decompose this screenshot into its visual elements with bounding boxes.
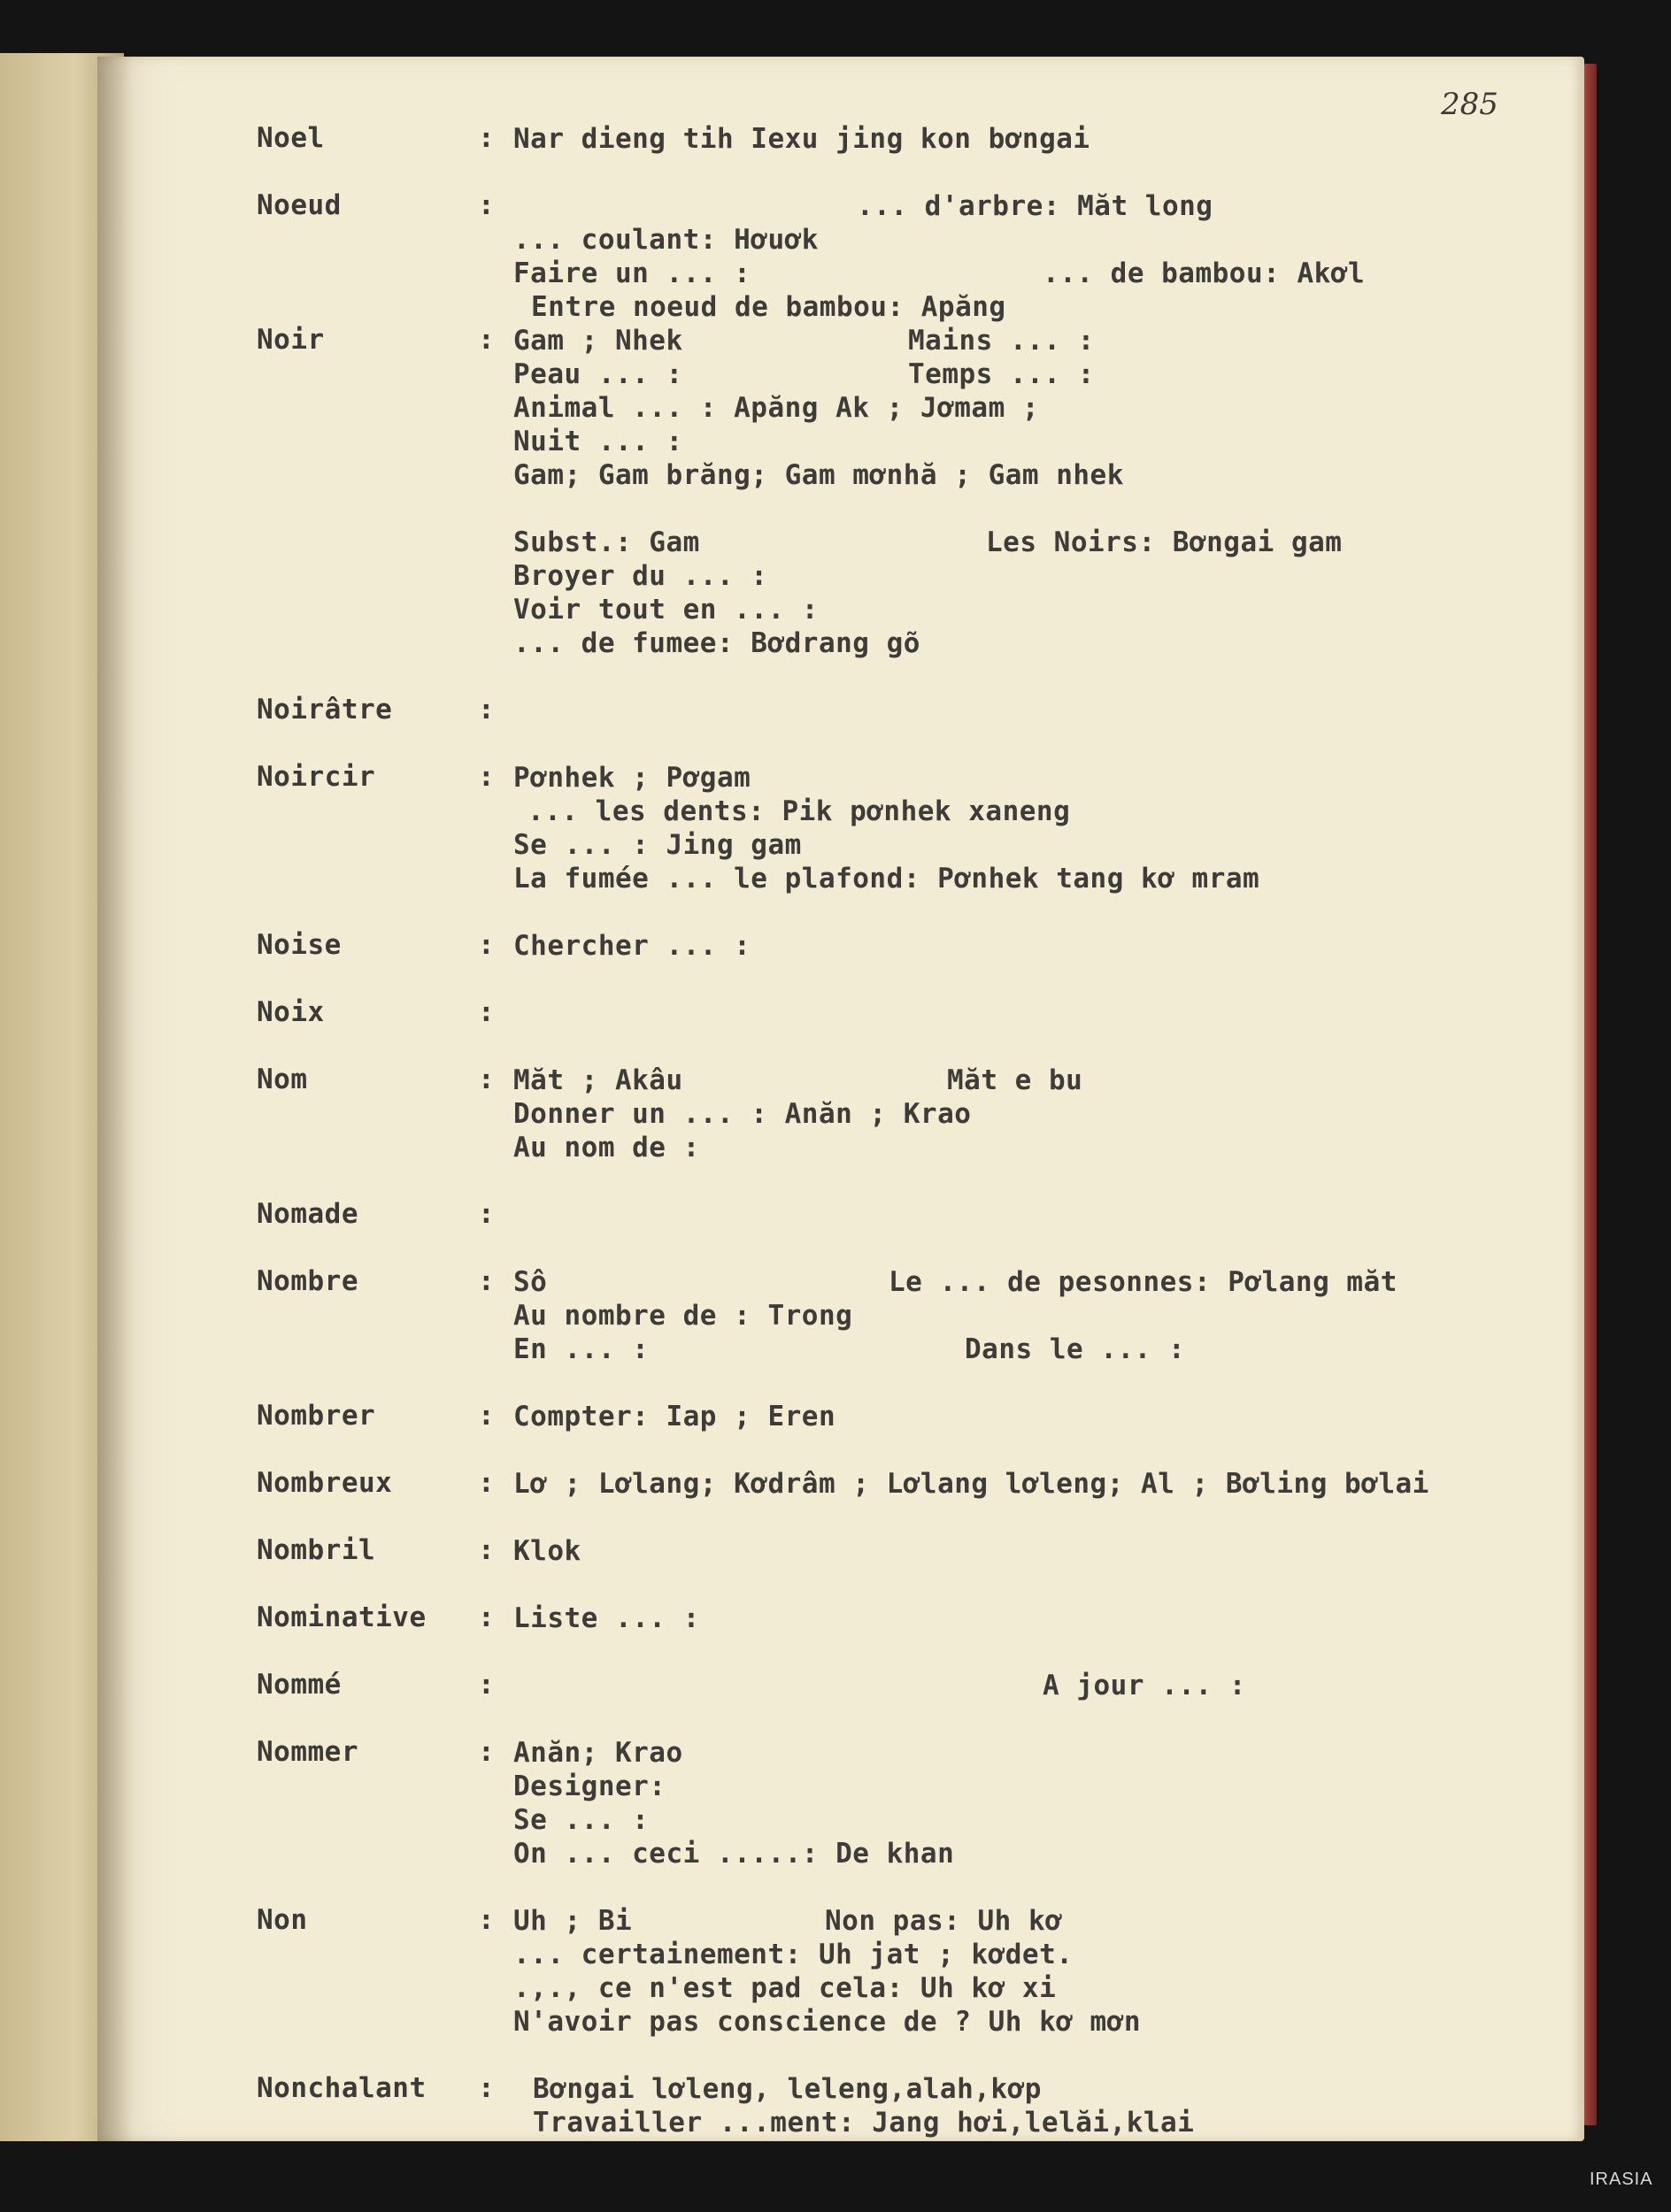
- separator: :: [478, 1669, 495, 1701]
- definition-line: Faire un ... :: [513, 257, 751, 289]
- definition-line: On ... ceci .....: De khan: [513, 1838, 955, 1870]
- definition-line: Le ... de pesonnes: Pơlang măt: [889, 1266, 1398, 1298]
- definition-line: Non pas: Uh kơ: [825, 1905, 1063, 1937]
- definition-line: .,., ce n'est pad cela: Uh kơ xi: [513, 1972, 1057, 2004]
- definition-line: Animal ... : Apăng Ak ; Jơmam ;: [513, 392, 1040, 424]
- headword: Nombrer: [257, 1400, 376, 1432]
- separator: :: [478, 1467, 495, 1499]
- definition-line: Gam; Gam brăng; Gam mơnhă ; Gam nhek: [513, 459, 1124, 491]
- watermark: IRASIA: [1590, 2170, 1653, 2189]
- definition-line: Uh ; Bi: [513, 1905, 633, 1937]
- headword: Noise: [257, 929, 342, 961]
- headword: Noir: [257, 324, 325, 356]
- headword: Noix: [257, 996, 325, 1028]
- definition-line: Entre noeud de bambou: Apăng: [531, 291, 1006, 323]
- separator: :: [478, 1904, 495, 1936]
- definition-line: Nuit ... :: [513, 426, 683, 457]
- separator: :: [478, 189, 495, 221]
- page-number: 285: [1441, 87, 1498, 122]
- definition-line: Compter: Iap ; Eren: [513, 1401, 836, 1432]
- headword: Noel: [257, 122, 325, 154]
- definition-line: Subst.: Gam: [513, 526, 700, 558]
- separator: :: [478, 324, 495, 356]
- separator: :: [478, 122, 495, 154]
- definition-line: Anăn; Krao: [513, 1737, 683, 1769]
- definition-line: ... certainement: Uh jat ; kơdet.: [513, 1939, 1074, 1970]
- definition-line: N'avoir pas conscience de ? Uh kơ mơn: [513, 2006, 1142, 2038]
- definition-line: Mains ... :: [908, 325, 1095, 357]
- definition-line: Les Noirs: Bơngai gam: [986, 526, 1343, 558]
- headword: Noircir: [257, 761, 376, 793]
- headword: Nommer: [257, 1736, 358, 1768]
- separator: :: [478, 694, 495, 726]
- definition-line: Temps ... :: [908, 358, 1095, 390]
- definition-line: ... d'arbre: Măt long: [857, 190, 1213, 222]
- definition-line: Dans le ... :: [965, 1333, 1186, 1365]
- definition-line: ... de fumee: Bơdrang gõ: [513, 627, 920, 659]
- definition-line: Lơ ; Lơlang; Kơdrâm ; Lơlang lơleng; Al ; Bơling bơlai: [513, 1468, 1429, 1500]
- separator: :: [478, 1736, 495, 1768]
- definition-line: Sô: [513, 1266, 548, 1298]
- headword: Nom: [257, 1064, 308, 1095]
- definition-line: Măt ; Akâu: [513, 1064, 683, 1096]
- definition-line: Se ... : Jing gam: [513, 829, 802, 861]
- definition-line: En ... :: [513, 1333, 650, 1365]
- definition-line: Voir tout en ... :: [513, 594, 819, 626]
- definition-line: Se ... :: [513, 1804, 650, 1836]
- headword: Nomade: [257, 1198, 358, 1230]
- headword: Non: [257, 1904, 308, 1936]
- separator: :: [478, 1601, 495, 1633]
- definition-line: Au nom de :: [513, 1132, 700, 1164]
- definition-line: Măt e bu: [947, 1064, 1083, 1096]
- headword: Nominative: [257, 1601, 427, 1633]
- separator: :: [478, 2072, 495, 2104]
- definition-line: Peau ... :: [513, 358, 683, 390]
- definition-line: Designer:: [513, 1770, 666, 1802]
- separator: :: [478, 1400, 495, 1432]
- separator: :: [478, 1534, 495, 1566]
- separator: :: [478, 929, 495, 961]
- definition-line: Klok: [513, 1535, 581, 1567]
- definition-line: Gam ; Nhek: [513, 325, 683, 357]
- definition-line: Nar dieng tih Iexu jing kon bơngai: [513, 123, 1090, 155]
- headword: Nombreux: [257, 1467, 393, 1499]
- headword: Nonchalant: [257, 2072, 427, 2104]
- definition-line: ... de bambou: Akơl: [1043, 257, 1366, 289]
- definition-line: A jour ... :: [1043, 1670, 1246, 1701]
- separator: :: [478, 996, 495, 1028]
- headword: Noeud: [257, 189, 342, 221]
- separator: :: [478, 1064, 495, 1095]
- definition-line: Broyer du ... :: [513, 560, 768, 592]
- definition-line: Chercher ... :: [513, 930, 751, 962]
- definition-line: ... coulant: Hơuơk: [513, 224, 819, 256]
- definition-line: Liste ... :: [513, 1602, 700, 1634]
- definition-line: Bơngai lơleng, leleng,alah,kơp: [533, 2073, 1042, 2105]
- definition-line: Au nombre de : Trong: [513, 1300, 853, 1332]
- headword: Nommé: [257, 1669, 342, 1701]
- headword: Nombre: [257, 1265, 358, 1297]
- definition-line: Pơnhek ; Pơgam: [513, 762, 751, 794]
- definition-line: Travailler ...ment: Jang hơi,lelăi,klai: [533, 2107, 1195, 2139]
- headword: Noirâtre: [257, 694, 393, 726]
- separator: :: [478, 761, 495, 793]
- definition-line: Donner un ... : Anăn ; Krao: [513, 1098, 972, 1130]
- headword: Nombril: [257, 1534, 376, 1566]
- definition-line: La fumée ... le plafond: Pơnhek tang kơ mram: [513, 863, 1260, 895]
- definition-line: ... les dents: Pik pơnhek xaneng: [527, 795, 1071, 827]
- separator: :: [478, 1198, 495, 1230]
- separator: :: [478, 1265, 495, 1297]
